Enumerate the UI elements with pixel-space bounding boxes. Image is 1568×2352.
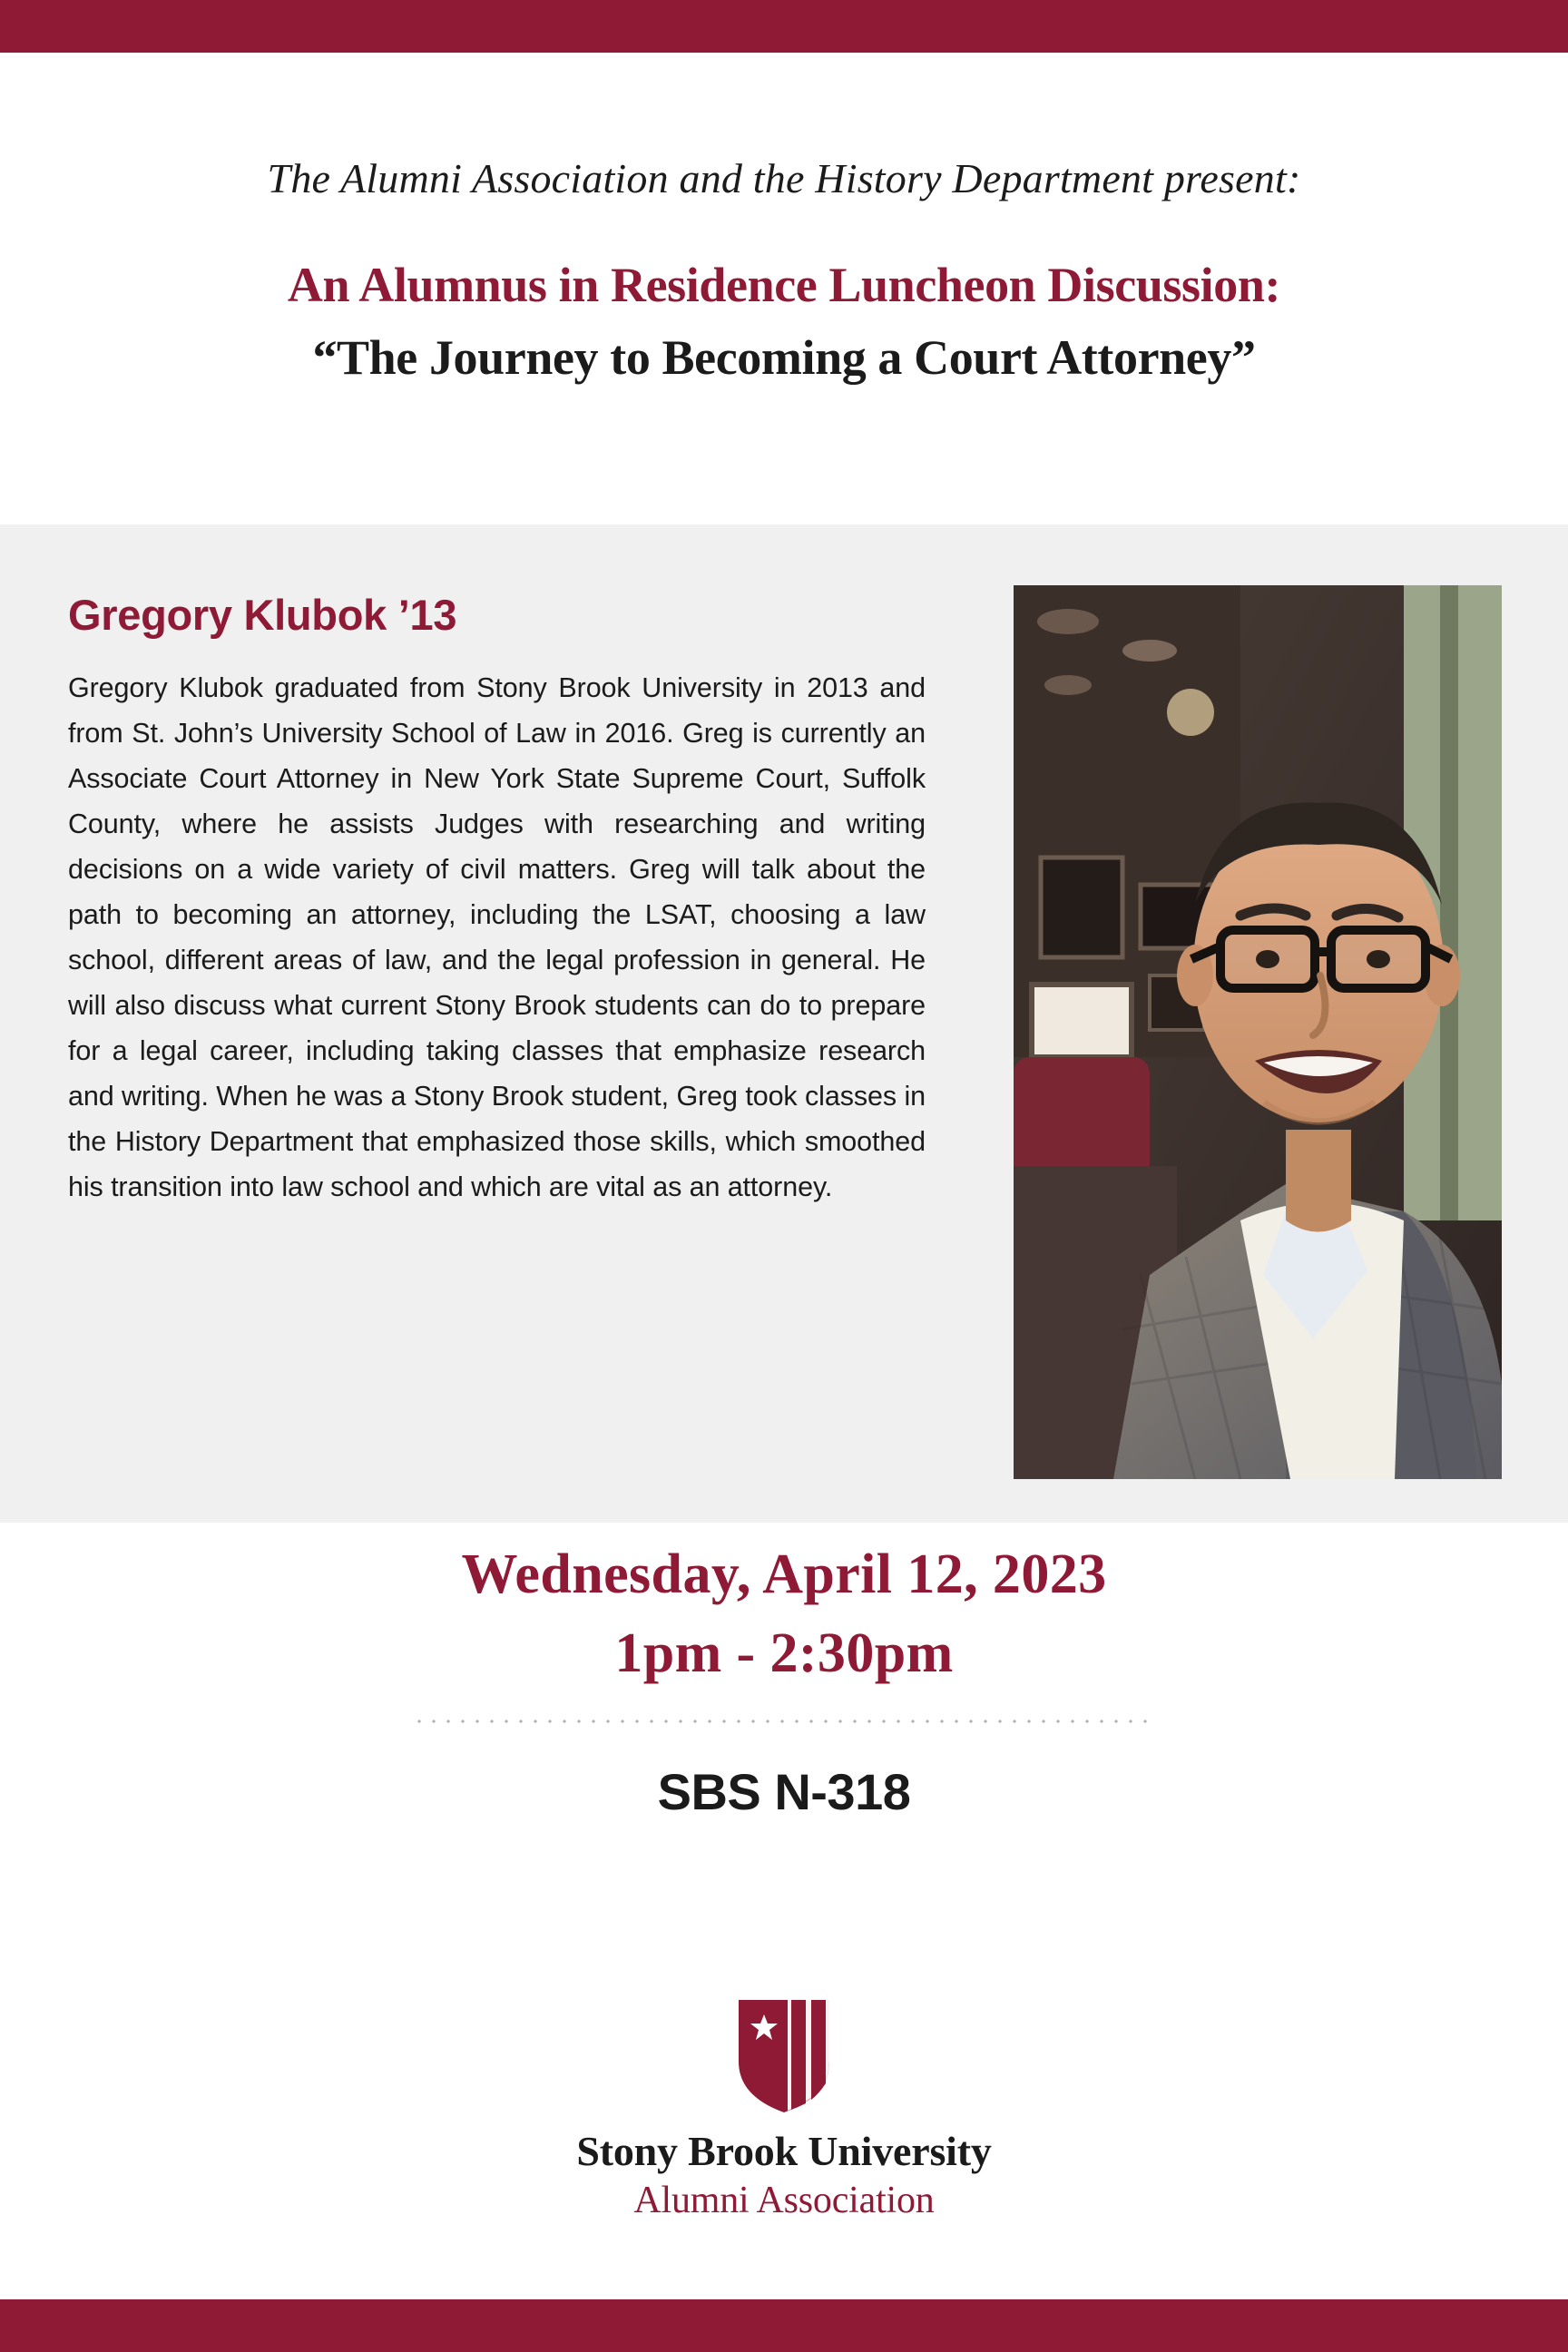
presenter-line: The Alumni Association and the History Department present: <box>267 155 1301 201</box>
event-title-sub: “The Journey to Becoming a Court Attorney” <box>312 330 1256 385</box>
speaker-portrait-image <box>1014 585 1502 1479</box>
event-title-main: An Alumnus in Residence Luncheon Discussion: <box>287 258 1281 312</box>
logo-association-name: Alumni Association <box>633 2180 935 2221</box>
logo-university-name: Stony Brook University <box>576 2128 992 2174</box>
event-location: SBS N-318 <box>657 1763 911 1820</box>
speaker-name: Gregory Klubok ’13 <box>68 591 457 639</box>
speaker-bio-column <box>68 590 926 1210</box>
event-details <box>0 1543 1568 1821</box>
speaker-photo <box>1014 585 1502 1479</box>
event-time: 1pm - 2:30pm <box>614 1622 954 1684</box>
alumni-association-logo <box>0 1996 1568 2222</box>
top-accent-bar <box>0 0 1568 53</box>
stony-brook-shield-icon <box>735 1996 833 2116</box>
flyer-header <box>0 53 1568 524</box>
event-date: Wednesday, April 12, 2023 <box>461 1544 1107 1605</box>
speaker-bio-text: Gregory Klubok graduated from Stony Brook University in 2013 and from St. John’s University School of Law in 2016. Greg is currently an Associate Court Attorney in New York State Supreme Court, Suffolk County, where he assists Judges with researching and writing decisions on a wide variety of civil matters. Greg will talk about the path to becoming an attorney, including the LSAT, choosing a law school, different areas of law, and the legal profession in general. He will also discuss what current Stony Brook students can do to prepare for a legal career, including taking classes that emphasize research and writing. When he was a Stony Brook student, Greg took classes in the History Department that emphasized those skills, which smoothed his transition into law school and which are vital as an attorney. <box>68 672 926 1202</box>
dotted-divider <box>412 1719 1156 1724</box>
bottom-accent-bar <box>0 2299 1568 2352</box>
